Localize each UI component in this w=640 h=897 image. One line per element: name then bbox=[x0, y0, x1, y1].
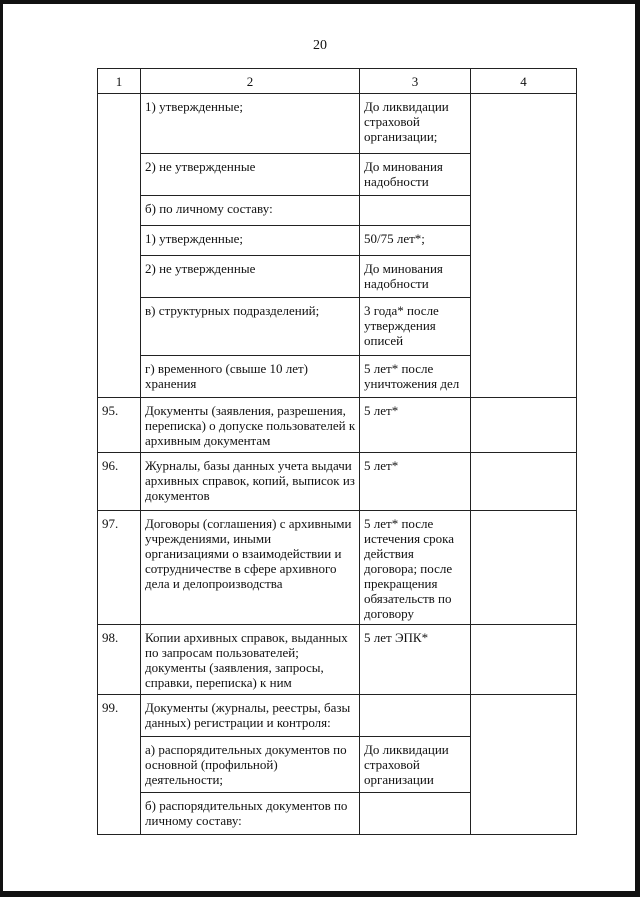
header-col-3: 3 bbox=[360, 69, 471, 94]
row-number: 98. bbox=[98, 625, 141, 695]
row-notes bbox=[471, 695, 577, 835]
header-col-4: 4 bbox=[471, 69, 577, 94]
row-retention-term: 5 лет* после уничтожения дел bbox=[360, 356, 471, 398]
row-notes bbox=[471, 511, 577, 625]
row-number bbox=[98, 94, 141, 398]
row-retention-term: 5 лет* bbox=[360, 453, 471, 511]
row-retention-term: До ликвидации страховой организации; bbox=[360, 94, 471, 154]
row-retention-term: До ликвидации страховой организации bbox=[360, 737, 471, 793]
row-description: б) по личному составу: bbox=[141, 196, 360, 226]
row-retention-term: 5 лет* bbox=[360, 398, 471, 453]
row-retention-term: До минования надобности bbox=[360, 256, 471, 298]
row-retention-term: 5 лет* после истечения срока действия договора; после прекращения обязательств по договору bbox=[360, 511, 471, 625]
table-row bbox=[98, 511, 577, 625]
row-description: 2) не утвержденные bbox=[141, 154, 360, 196]
row-description: а) распорядительных документов по основной (профильной) деятельности; bbox=[141, 737, 360, 793]
scan-edge-top bbox=[0, 0, 640, 4]
row-description: Копии архивных справок, выданных по запросам пользователей; документы (заявления, запросы, справки, переписка) к ним bbox=[141, 625, 360, 695]
row-description: Договоры (соглашения) с архивными учреждениями, иными организациями о взаимодействии и сотрудничестве в сфере архивного дела и делопроизводства bbox=[141, 511, 360, 625]
row-description: 2) не утвержденные bbox=[141, 256, 360, 298]
row-retention-term: 3 года* после утверждения описей bbox=[360, 298, 471, 356]
row-retention-term: До минования надобности bbox=[360, 154, 471, 196]
retention-table bbox=[97, 68, 577, 835]
table-row bbox=[98, 453, 577, 511]
header-col-2: 2 bbox=[141, 69, 360, 94]
table-row bbox=[98, 398, 577, 453]
header-row bbox=[98, 69, 577, 94]
row-description: б) распорядительных документов по личному составу: bbox=[141, 793, 360, 835]
row-notes bbox=[471, 94, 577, 398]
row-notes bbox=[471, 453, 577, 511]
row-number: 99. bbox=[98, 695, 141, 835]
row-description: г) временного (свыше 10 лет) хранения bbox=[141, 356, 360, 398]
scan-edge-right bbox=[635, 0, 640, 897]
row-number: 95. bbox=[98, 398, 141, 453]
row-number: 97. bbox=[98, 511, 141, 625]
row-description: Документы (заявления, разрешения, переписка) о допуске пользователей к архивным документам bbox=[141, 398, 360, 453]
row-description: в) структурных подразделений; bbox=[141, 298, 360, 356]
scan-edge-bottom bbox=[0, 891, 640, 897]
header-col-1: 1 bbox=[98, 69, 141, 94]
row-number: 96. bbox=[98, 453, 141, 511]
table-row bbox=[98, 695, 577, 737]
row-description: Журналы, базы данных учета выдачи архивных справок, копий, выписок из документов bbox=[141, 453, 360, 511]
row-description: 1) утвержденные; bbox=[141, 94, 360, 154]
row-notes bbox=[471, 398, 577, 453]
row-retention-term: 5 лет ЭПК* bbox=[360, 625, 471, 695]
row-description: Документы (журналы, реестры, базы данных) регистрации и контроля: bbox=[141, 695, 360, 737]
page-number: 20 bbox=[313, 38, 327, 53]
row-retention-term bbox=[360, 695, 471, 737]
row-notes bbox=[471, 625, 577, 695]
table-row bbox=[98, 625, 577, 695]
row-description: 1) утвержденные; bbox=[141, 226, 360, 256]
row-retention-term: 50/75 лет*; bbox=[360, 226, 471, 256]
row-retention-term bbox=[360, 196, 471, 226]
table-row bbox=[98, 94, 577, 154]
scan-edge-left bbox=[0, 0, 3, 897]
row-retention-term bbox=[360, 793, 471, 835]
